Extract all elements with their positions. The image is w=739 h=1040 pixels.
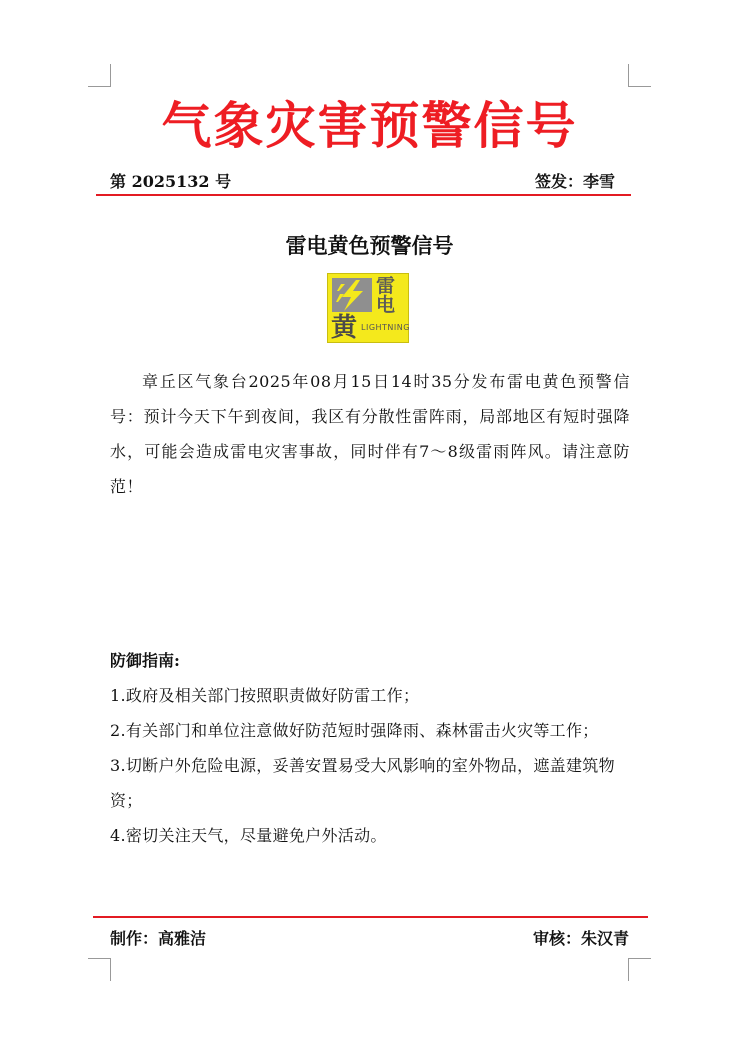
document-title: 气象灾害预警信号 bbox=[161, 97, 578, 155]
badge-level-char: 黄 bbox=[331, 313, 358, 343]
guide-item: 1.政府及相关部门按照职责做好防雷工作； bbox=[110, 686, 420, 705]
badge-english-label: LIGHTNING bbox=[361, 323, 410, 332]
lightning-yellow-warning-badge bbox=[327, 273, 409, 343]
signer: 签发：李雪 bbox=[534, 172, 615, 191]
guide-item: 2.有关部门和单位注意做好防范短时强降雨、森林雷击火灾等工作； bbox=[110, 721, 599, 740]
guide-list bbox=[110, 678, 630, 853]
guide-item: 4.密切关注天气，尽量避免户外活动。 bbox=[110, 826, 387, 845]
badge-char-lei: 雷 bbox=[376, 275, 396, 297]
crop-mark-top-right bbox=[628, 64, 651, 87]
producer: 制作：高雅洁 bbox=[110, 929, 207, 948]
lightning-icon bbox=[332, 278, 372, 312]
guide-item: 3.切断户外危险电源，妥善安置易受大风影响的室外物品，遮盖建筑物资； bbox=[110, 756, 615, 810]
warning-title: 雷电黄色预警信号 bbox=[285, 233, 454, 258]
crop-mark-top-left bbox=[88, 64, 111, 87]
issue-number: 第 2025132 号 bbox=[110, 172, 232, 191]
badge-char-dian: 电 bbox=[376, 294, 396, 316]
header-divider bbox=[96, 194, 631, 196]
guide-title: 防御指南: bbox=[110, 651, 180, 670]
footer-divider bbox=[93, 916, 648, 918]
reviewer: 审核：朱汉青 bbox=[532, 929, 629, 948]
crop-mark-bottom-left bbox=[88, 958, 111, 981]
crop-mark-bottom-right bbox=[628, 958, 651, 981]
warning-body: 章丘区气象台2025年08月15日14时35分发布雷电黄色预警信号：预计今天下午到夜间，我区有分散性雷阵雨，局部地区有短时强降水，可能会造成雷电灾害事故，同时伴有7～8级雷雨阵风。请注意防范！ bbox=[110, 372, 630, 496]
